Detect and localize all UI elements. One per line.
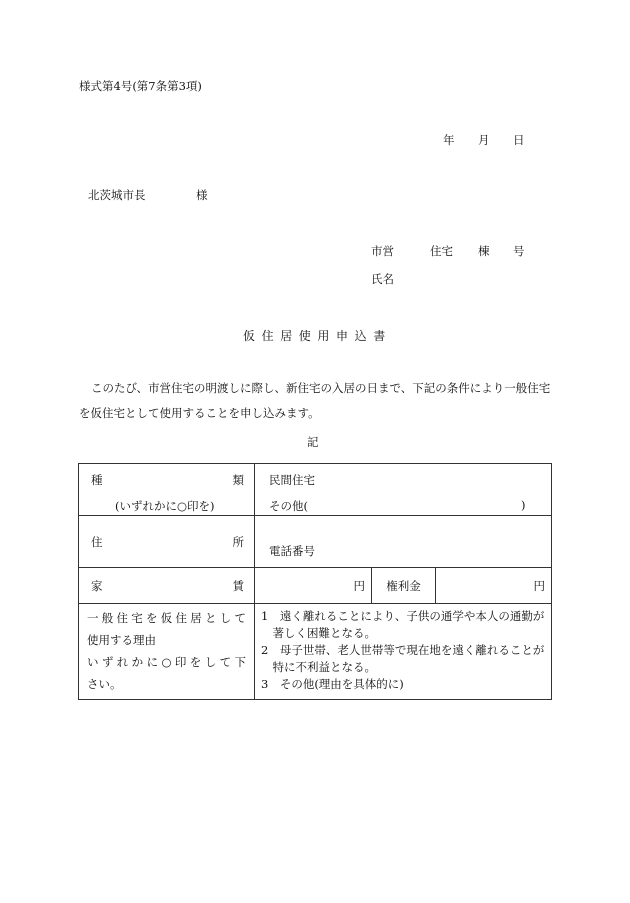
document-title: 仮住居使用申込書 [243,329,392,343]
key-money-unit: 円 [533,579,546,593]
reason-options-cell [255,604,552,700]
reason-label-line-3: いずれかに○印をして下 [87,655,246,669]
key-money-input-cell[interactable] [436,568,552,604]
housing-label: 住宅 [430,244,453,258]
housing-type-label-cell [79,464,255,516]
housing-type-label-1: 種 [91,473,103,487]
application-table [78,463,552,700]
building-label: 棟 [478,244,490,258]
reason-option-1-cont: 著しく困難となる。 [261,626,376,640]
reason-option-3[interactable]: 3 その他(理由を具体的に) [261,677,404,691]
form-number: 様式第4号(第7条第3項) [79,79,202,93]
rent-input-cell[interactable] [255,568,372,604]
date-year-label: 年 [443,133,455,147]
reason-label-line-2: 使用する理由 [87,633,156,647]
rent-row [79,568,552,604]
address-label-1: 住 [91,535,103,549]
housing-type-label-2: 類 [232,473,244,487]
phone-number-label: 電話番号 [269,544,315,558]
address-label-cell [79,516,255,568]
reason-label-line-1: 一般住宅を仮住居として [87,611,246,625]
addressee-name: 北茨城市長 [88,188,146,202]
address-row [79,516,552,568]
option-private-housing[interactable]: 民間住宅 [269,473,315,487]
housing-type-options-cell [255,464,552,516]
ki-heading: 記 [307,435,319,449]
reason-row [79,604,552,700]
applicant-name-label: 氏名 [371,272,394,286]
option-other-close: ) [521,498,526,512]
rent-unit: 円 [353,579,365,593]
address-label-2: 所 [232,535,244,549]
date-day-label: 日 [513,133,525,147]
address-input-cell[interactable] [255,516,552,568]
addressee-honorific: 様 [196,188,208,202]
housing-prefix: 市営 [371,244,394,258]
application-body: このたび、市営住宅の明渡しに際し、新住宅の入居の日まで、下記の条件により一般住宅を仮住宅として使用することを申し込みます。 [79,381,551,420]
reason-label-line-4: さい。 [87,677,122,691]
key-money-label-cell [372,568,436,604]
reason-label-cell [79,604,255,700]
reason-option-2[interactable]: 2 母子世帯、老人世帯等で現在地を遠く離れることが [261,643,545,657]
number-label: 号 [513,244,525,258]
housing-type-row [79,464,552,516]
date-month-label: 月 [478,133,490,147]
reason-option-1[interactable]: 1 遠く離れることにより、子供の通学や本人の通勤が [261,609,545,623]
reason-option-2-cont: 特に不利益となる。 [261,660,376,674]
rent-label-cell [79,568,255,604]
rent-label-2: 賃 [232,579,244,593]
rent-label-1: 家 [91,579,103,593]
housing-type-note: (いずれかに○印を) [115,499,215,513]
key-money-label: 権利金 [386,579,421,593]
option-other[interactable]: その他( [269,499,308,513]
